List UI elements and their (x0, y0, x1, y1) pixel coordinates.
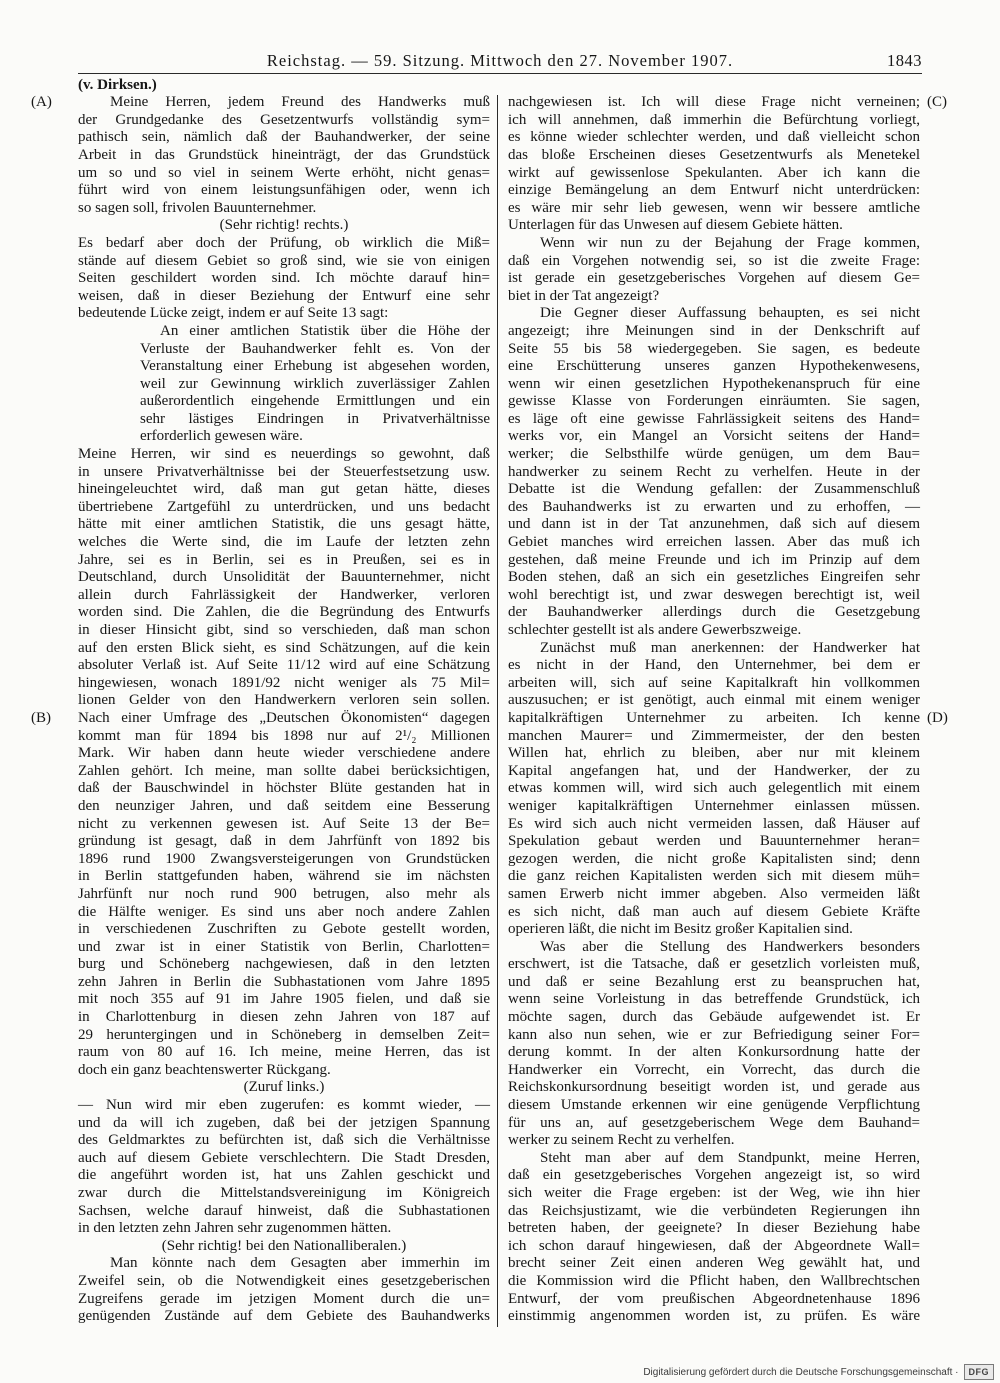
text-line: burg und Schöneberg nachgewiesen, daß in den letzten (78, 956, 490, 973)
text-line: es nicht in der Hand, den Unternehmer, bei dem er (508, 657, 920, 674)
paragraph (508, 235, 920, 305)
text-line: Unterlagen für das Unwesen auf diesem Gebiete hätten. (508, 217, 843, 234)
paragraph (508, 640, 920, 939)
text-line: führt wird von einem leistungsunfähigen oder, wenn ich (78, 182, 490, 199)
text-line: Deutschland, durch Unsolidität der Bauunternehmer, nicht (78, 569, 490, 586)
text-line: die angeführt worden ist, hat uns Zahlen geschickt und (78, 1167, 490, 1184)
paragraph-continued (78, 1097, 490, 1238)
text-line: den neunziger Jahren, und daß seitdem eine Besserung (78, 797, 490, 814)
text-line: Es bedarf aber doch der Prüfung, ob wirklich die Miß= (78, 234, 490, 251)
text-line: Spekulation gebaut werden und Bauunternehmer heran= (508, 833, 920, 850)
text-line: Nach einer Umfrage des „Deutschen Ökonomisten“ dagegen (78, 709, 490, 726)
text-line: der Bauhandwerker allerdings durch die Gesetzgebung (508, 604, 920, 621)
text-line: doch ein ganz beachtenswerter Rückgang. (78, 1061, 331, 1078)
text-line: kann also nun sehen, wie er zur Befriedigung seiner For= (508, 1026, 920, 1043)
text-line: um so und so viel in seinem Werte erhöht, nicht genas= (78, 164, 490, 181)
text-line: möchte sagen, durch das Gebäude aufgewendet ist. Er (508, 1009, 920, 1026)
text-line: und daß er seine Bezahlung erst zu beanspruchen hat, (508, 973, 920, 990)
text-line: werker zu seinem Recht zu verhelfen. (508, 1132, 735, 1149)
text-line: 1896 rund 1900 Zwangsversteigerungen von Grundstücken (78, 850, 490, 867)
text-line: angezeigt; ihre Meinungen sind in der Denkschrift auf (508, 322, 920, 339)
text-line: das Reichsjustizamt, wie die verbündeten Regierungen ihn (508, 1202, 920, 1219)
interjection (78, 1238, 490, 1256)
quote-line: An einer amtlichen Statistik über die Höhe der (160, 322, 490, 339)
text-line: es sich nicht, daß man auch auf diesem Gebiete Kräfte (508, 903, 920, 920)
text-line: auf den ersten Blick sieht, es sind Schätzungen, auf die kein (78, 639, 490, 656)
header-rule (78, 73, 922, 74)
text-line: Die Gegner dieser Auffassung behaupten, es sei nicht (540, 305, 920, 322)
left-column (78, 77, 490, 1326)
quote-line: Veranstaltung einer Erhebung ist abgesehen worden, (140, 358, 490, 375)
text-line: wirkt auf gewissenlose Spekulanten. Aber ich kann die (508, 164, 920, 181)
text-line: auszusuchen; er ist genötigt, auch einmal mit einem weniger (508, 692, 920, 709)
text-line: manchen Maurer= und Zimmermeister, der den besten (508, 727, 920, 744)
quote-line: sehr lästiges Eindringen in Privatverhältnisse (140, 410, 490, 427)
text-line: und da will ich zugeben, daß bei der jetzigen Spannung (78, 1114, 490, 1131)
text-line: in verschiedenen Zuschriften zu Gebote gestellt worden, (78, 921, 490, 938)
text-line: stände auf diesem Gebiet so groß sind, wie sie von einigen (78, 252, 490, 269)
text-line: zehn Jahren in Berlin die Subhastationen vom Jahre 1895 (78, 973, 490, 990)
text-line: — Nun wird mir eben zugerufen: es kommt wieder, — (78, 1097, 490, 1114)
text-line: in dieser Hinsicht gibt, sind so verschieden, daß man schon (78, 622, 490, 638)
text-line: nicht zu verkennen gewesen ist. Auf Seite 13 der Be= (78, 815, 490, 832)
text-line: gezogen werden, die nicht große Kapitalisten sind; denn (508, 850, 920, 867)
text-line: daß ein gesetzgeberisches Vorgehen angezeigt ist, so wird (508, 1167, 920, 1184)
margin-marker-a: (A) (31, 94, 52, 111)
text-line: Kapital angefangen hat, und der Handwerker, der zu (508, 762, 920, 779)
text-line: diesem Umstande erkennen wir eine genügende Verpflichtung (508, 1097, 920, 1114)
quote-line: Verluste der Bauhandwerker fehlt es. Von der (140, 340, 490, 357)
text-line: Jahre, sei es in Berlin, sei es in Preußen, sei es in (78, 551, 490, 568)
text-line: werks vor, ein Mangel an Vorsicht seitens der Hand= (508, 428, 920, 445)
text-line: die Kommission wird die Pflicht haben, den Wallbrechtschen (508, 1272, 920, 1289)
quote-block (78, 323, 490, 446)
text-line: hätte mit einer amtlichen Statistik, die uns gesagt hätte, (78, 516, 490, 533)
text-line: ich schon darauf hingewiesen, daß der Abgeordnete Wall= (508, 1237, 920, 1254)
text-line: biet in der Tat angezeigt? (508, 287, 660, 304)
text-line: wenn seine Vorleistung in das betreffende Grundstück, ich (508, 991, 920, 1008)
text-line: derung kommt. In der alten Konkursordnung hatte der (508, 1044, 920, 1061)
text-line: weisen, daß in dieser Beziehung der Entwurf eine sehr (78, 287, 490, 304)
text-line: Zunächst muß man anerkennen: der Handwerker hat (540, 639, 920, 656)
text-line: Reichskonkursordnung beseitigt worden ist, und gerade aus (508, 1079, 920, 1096)
text-line: in Berlin stattgefunden haben, während sie im nächsten (78, 868, 490, 885)
paragraph-continued (508, 94, 920, 235)
text-line: Steht man aber auf dem Standpunkt, meine Herren, (540, 1149, 920, 1166)
text-line: die ganz reichen Kapitalisten werden sich mit diesem müh= (508, 868, 920, 885)
paragraph (78, 94, 490, 217)
digitization-credit: Digitalisierung gefördert durch die Deutsche Forschungsgemeinschaft · (643, 1366, 959, 1378)
page-number: 1843 (887, 51, 922, 70)
text-line: Meine Herren, jedem Freund des Handwerks muß (110, 94, 490, 111)
text-line: etwas kommen will, wird sich auch gelegentlich mit einem (508, 780, 920, 797)
footer (643, 1364, 994, 1380)
text-line: zwar durch die Mittelstandsvereinigung im Königreich (78, 1185, 490, 1201)
text-line: gewisse Klasse von Forderungen einräumten. Sie sagen, (508, 393, 920, 410)
text-line: daß der Bauschwindel in höchster Blüte gestanden hat in (78, 780, 490, 797)
text-line: Debatte ist die Wendung gefallen: der Zusammenschluß (508, 481, 920, 498)
margin-marker-b: (B) (31, 710, 51, 727)
text-line: bedeutende Lücke zeigt, indem er auf Seite 13 sagt: (78, 305, 389, 322)
text-line: ich will annehmen, daß immerhin die Befürchtung vorliegt, (508, 111, 920, 128)
paragraph-continued (78, 446, 490, 1079)
text-line: die Hälfte weniger. Es sind uns aber noch andere Zahlen (78, 903, 490, 920)
text-line: Man könnte nach dem Gesagten aber immerhin im (110, 1255, 490, 1272)
margin-marker-d: (D) (927, 710, 948, 727)
text-line: ist gerade ein gesetzgeberisches Vorgehen auf diesem Ge= (508, 270, 920, 287)
margin-marker-c: (C) (927, 94, 947, 111)
paragraph (508, 939, 920, 1150)
text-line: sich weiter die Frage ergeben: ist der Weg, wie ihn hier (508, 1185, 920, 1201)
text-line: 29 heruntergingen und in Schöneberg in demselben Zeit= (78, 1026, 490, 1043)
right-column (508, 94, 920, 1326)
quote-line: weil zur Gewinnung wirklich zuverlässiger Zahlen (140, 375, 490, 392)
text-line: das bloße Erscheinen dieses Gesetzentwurfs als Menetekel (508, 146, 920, 163)
text-line: auch auf diesem Gebiete verschlechtern. Die Stadt Dresden, (78, 1149, 490, 1166)
text-line: übertriebene Zartgefühl zu unterdrücken, und uns bedacht (78, 498, 490, 515)
text-line: Zahlen gehört. Ich meine, man sollte dabei berücksichtigen, (78, 762, 490, 779)
text-line: für uns an, auf gesetzgeberischem Wege dem Bauhand= (508, 1114, 920, 1131)
text-line: in unsere Privatverhältnisse bei der Steuerfestsetzung usw. (78, 463, 490, 480)
text-line: der Grundgedanke des Gesetzentwurfs vollständig sym= (78, 111, 490, 128)
text-line: Wenn wir nun zu der Bejahung der Frage kommen, (540, 234, 920, 251)
text-line: Zweifel sein, ob die Notwendigkeit eines gesetzgeberischen (78, 1272, 490, 1289)
text-line: brecht seiner Zeit einen anderen Weg gewählt hat, und (508, 1255, 920, 1272)
text-line: arbeiten will, sich auf seine Kapitalkraft hin vollkommen (508, 674, 920, 691)
text-line: Jahrfünft nur noch rund 900 betrugen, also mehr als (78, 885, 490, 902)
text-line: Es wird sich auch nicht vermeiden lassen, daß Häuser auf (508, 815, 920, 832)
text-line: wenn wir einen gesetzlichen Hypothekenanspruch für eine (508, 375, 920, 392)
column-divider (497, 95, 498, 1327)
text-line: pathisch sein, nämlich daß der Bauhandwerker, der seine (78, 129, 490, 146)
text-line: Zugreifens gerade im jetzigen Moment durch die un= (78, 1290, 490, 1307)
text-line: hingewiesen, wonach 1891/92 nicht weniger als 75 Mil= (78, 674, 490, 691)
text-line: so sagen soll, frivolen Bauunternehmer. (78, 199, 317, 216)
interjection (78, 217, 490, 235)
interjection-line: (Sehr richtig! bei den Nationalliberalen.) (161, 1237, 407, 1254)
text-line: lionen Gelder von den Handwerkern verloren sein sollen. (78, 692, 490, 709)
text-line: kapitalkräftigen Unternehmer zu arbeiten. Ich kenne (508, 709, 920, 726)
header-title: Reichstag. — 59. Sitzung. Mittwoch den 27. November 1907. (266, 51, 734, 70)
text-line: hineingeleuchtet wird, daß man gut getan hätte, dieses (78, 481, 490, 498)
interjection-line: (Zuruf links.) (243, 1079, 325, 1096)
text-line: betreten haben, der geeignete? In dieser Beziehung habe (508, 1220, 920, 1237)
text-line: Entwurf, der vom preußischen Abgeordnetenhause 1896 (508, 1290, 920, 1307)
paragraph (78, 1255, 490, 1325)
text-line: in den letzten zehn Jahren sehr zugenommen hätten. (78, 1220, 392, 1237)
text-line: es läge oft eine gewisse Fahrlässigkeit seitens des Hand= (508, 410, 920, 427)
text-line: operieren läßt, die nicht im Besitz großer Kapitalien sind. (508, 921, 853, 938)
text-line: erschwert, ist die Tatsache, daß er gesetzlich vorleisten muß, (508, 956, 920, 973)
text-line: werker; die Selbsthilfe würde genügen, um dem Bau= (508, 446, 920, 463)
interjection (78, 1079, 490, 1097)
text-line: Boden stehen, daß an sich ein gesetzliches Eingreifen sehr (508, 569, 920, 586)
text-line: absoluter Verlaß ist. Auf Seite 11/12 wird auf eine Schätzung (78, 657, 490, 674)
text-line: Willen hat, ehrlich zu bleiben, aber nur mit kleinem (508, 745, 920, 762)
text-line: mit noch 355 auf 91 im Jahre 1905 fielen, und daß sie (78, 991, 490, 1008)
paragraph (508, 1150, 920, 1326)
dfg-logo: DFG (964, 1364, 995, 1380)
text-line: des Bauhandwerks ist zu erwarten und zu erhoffen, — (508, 498, 920, 515)
text-line: Sachsen, welche darauf hinweist, daß die Subhastationen (78, 1202, 490, 1219)
text-line: einzige Bemängelung an dem Entwurf nicht unterdrücken: (508, 182, 920, 199)
text-line: handwerker zu seinem Recht zu verhelfen. Heute in der (508, 463, 920, 480)
text-line: worden sind. Die Zahlen, die die Begründung des Entwurfs (78, 604, 490, 621)
speaker-label: (v. Dirksen.) (78, 76, 157, 93)
text-line: des Geldmarktes zu befürchten ist, daß sich die Verhältnisse (78, 1132, 490, 1149)
text-line: allein durch Fahrlässigkeit der Handwerker, verloren (78, 586, 490, 603)
text-line: in Charlottenburg in diesen zehn Jahren von 187 auf (78, 1009, 490, 1026)
text-line: es wäre mir sehr lieb gewesen, wenn wir bessere amtliche (508, 199, 920, 216)
text-line: einstimmig angenommen worden ist, zu prüfen. Es wäre (508, 1308, 920, 1325)
interjection-line: (Sehr richtig! rechts.) (219, 217, 349, 234)
text-line: genügenden Zustände auf dem Gebiete des Bauhandwerks (78, 1308, 490, 1325)
quote-line: außerordentlich eingehende Ermittlungen und ein (140, 393, 490, 410)
paragraph (508, 305, 920, 639)
text-line: Was aber die Stellung des Handwerkers besonders (540, 938, 920, 955)
text-line: gestehen, daß meine Freunde und ich im Prinzip auf dem (508, 551, 920, 568)
text-line: es könne wieder schlechter werden, und daß vielleicht schon (508, 129, 920, 146)
text-line: Seiten geschildert worden sind. Ich möchte darauf hin= (78, 270, 490, 287)
paragraph-continued (78, 235, 490, 323)
text-line: Meine Herren, wir sind es neuerdings so gewohnt, daß (78, 446, 490, 463)
text-line: daß ein Vorgehen notwendig sei, so ist die zweite Frage: (508, 252, 920, 269)
text-line: Handwerker ein Vorrecht, ein Vorrecht, das durch die (508, 1061, 920, 1078)
text-line: Seite 55 bis 58 wiedergegeben. Sie sagen, es bedeute (508, 340, 920, 357)
text-line: und dann ist in der Tat anzunehmen, daß sich auf diesem (508, 516, 920, 533)
text-line: kommt man für 1894 bis 1898 nur auf 2¹/₂ Millionen (78, 727, 490, 744)
text-line: nachgewiesen ist. Ich will diese Frage nicht verneinen; (508, 94, 920, 111)
text-line: Gebiet manches wird erreichen lassen. Aber das muß ich (508, 534, 920, 551)
text-line: wohl berechtigt ist, und zwar deswegen berechtigt ist, weil (508, 586, 920, 603)
text-line: Mark. Wir haben dann heute wieder verschiedene andere (78, 745, 490, 762)
speaker-name (78, 77, 490, 95)
text-line: raum von 80 auf 16. Ich meine, meine Herren, das ist (78, 1044, 490, 1061)
text-line: weniger kapitalkräftigen Unternehmer einlassen müssen. (508, 797, 920, 814)
quote-line: erforderlich gewesen wäre. (140, 428, 303, 445)
text-line: welches die Werte sind, die im Laufe der letzten zehn (78, 534, 490, 551)
text-line: gründung ist gesagt, daß in dem Jahrfünft von 1892 bis (78, 833, 490, 850)
text-line: schlechter gestellt ist als andere Gewerbszweige. (508, 622, 802, 638)
text-line: samen Erwerb nicht immer abgeben. Also vermeiden läßt (508, 885, 920, 902)
text-line: und zwar ist in einer Statistik von Berlin, Charlotten= (78, 938, 490, 955)
running-header (78, 51, 922, 71)
text-line: eine Erschütterung unseres ganzen Hypothekenwesens, (508, 358, 920, 375)
text-line: Arbeit in das Grundstück hineinträgt, der das Grundstück (78, 146, 490, 163)
